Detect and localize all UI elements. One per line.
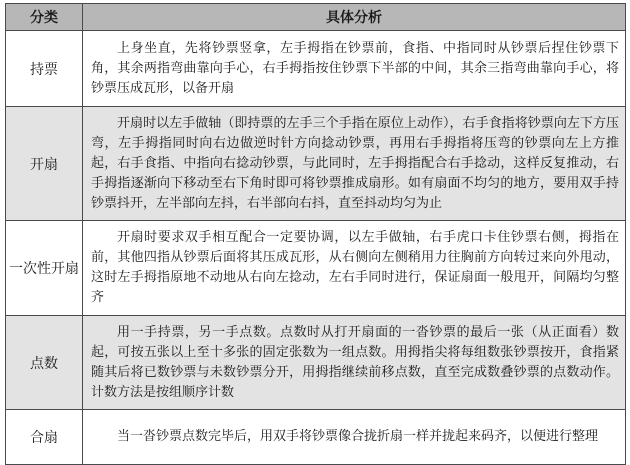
row-category: 持票 [6,31,83,107]
row-description: 开扇时以左手做轴（即持票的左手三个手指在原位上动作），右手食指将钞票向左下方压弯，左手拇指同时向右边做逆时针方向捻动钞票，再用右手拇指将压弯的钞票向左上方推起，右手食指、中指向右捻动钞票，与此同时，左手拇指配合右手捻动，这样反复推动，右手拇指逐渐向下移动至右下角时即可将钞票推成扇形。如有扇面不均匀的地方，要用双手持钞票抖开，左半部向左抖，右半部向右抖，直至抖动均匀为止 [83,107,626,221]
row-description: 用一手持票，另一手点数。点数时从打开扇面的一沓钞票的最后一张（从正面看）数起，可按五张以上至十多张的固定张数为一组点数。用拇指尖将每组数张钞票按开，食指紧随其后将已数钞票与未数钞票分开，用拇指继续前移点数，直至完成数叠钞票的点数动作。计数方法是按组顺序计数 [83,316,626,410]
row-category: 点数 [6,316,83,410]
table-header-row [6,4,626,31]
table-row [6,221,626,316]
table-row [6,31,626,107]
table-row [6,410,626,465]
header-analysis: 具体分析 [83,4,626,31]
row-category: 开扇 [6,107,83,221]
table-row [6,316,626,410]
header-category: 分类 [6,4,83,31]
row-description: 当一沓钞票点数完毕后，用双手将钞票像合拢折扇一样并拢起来码齐，以便进行整理 [83,410,626,465]
row-description: 上身坐直，先将钞票竖拿，左手拇指在钞票前，食指、中指同时从钞票后捏住钞票下角，其余两指弯曲靠向手心，右手拇指按住钞票下半部的中间，其余三指弯曲靠向手心，将钞票压成瓦形，以备开扇 [83,31,626,107]
row-category: 一次性开扇 [6,221,83,316]
row-description: 开扇时要求双手相互配合一定要协调，以左手做轴，右手虎口卡住钞票右侧，拇指在前，其他四指从钞票后面将其压成瓦形，从右侧向左侧稍用力往胸前方向转过来向外甩动，这时左手拇指原地不动地从右向左捻动，左右手同时进行，保证扇面一般甩开，间隔均匀整齐 [83,221,626,316]
row-category: 合扇 [6,410,83,465]
table-row [6,107,626,221]
analysis-table [5,3,626,465]
